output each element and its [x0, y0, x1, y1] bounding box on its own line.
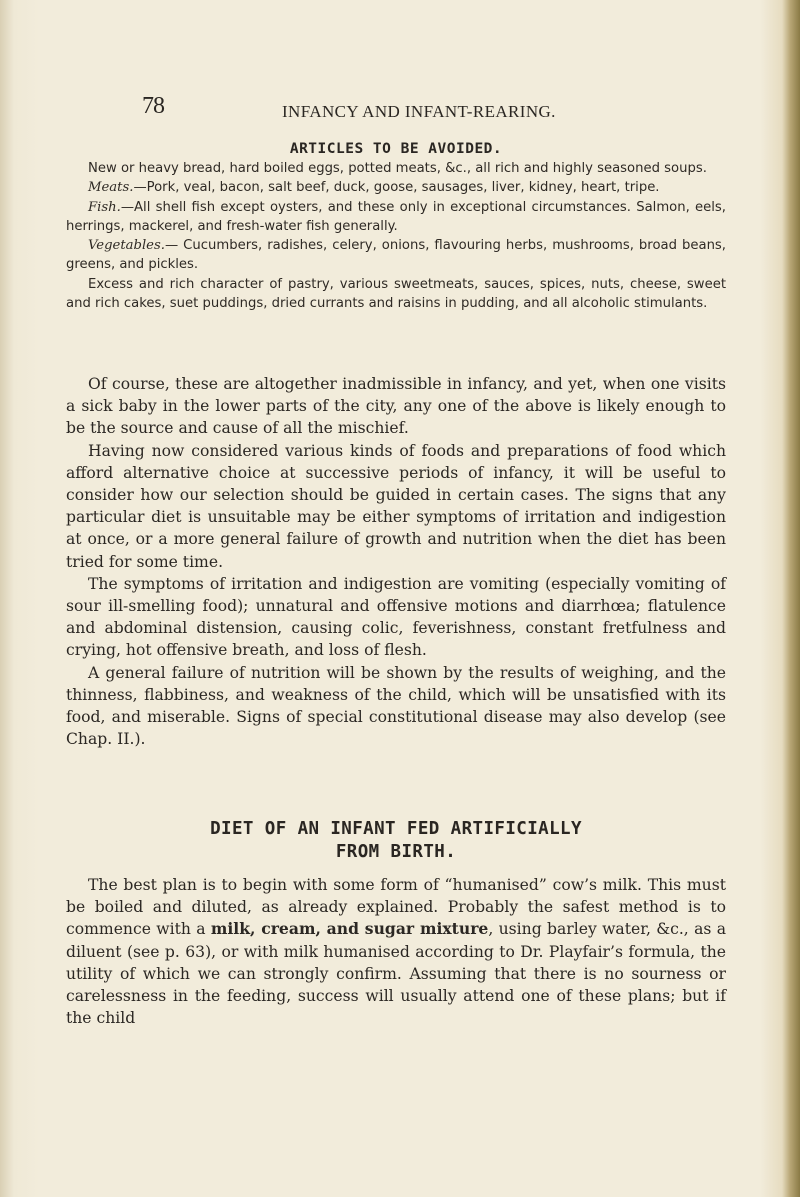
- item-label: Fish.: [88, 199, 121, 215]
- diet-heading-line-2: FROM BIRTH.: [335, 842, 457, 862]
- articles-item-fish: [66, 198, 726, 237]
- item-text: —All shell fish except oysters, and these only in exceptional circumstances. Salmon, eels, herrings, mackerel, and fresh-water fish generally.: [66, 199, 726, 234]
- diet-heading-line-1: DIET OF AN INFANT FED ARTIFICIALLY: [210, 819, 582, 839]
- item-text: — Cucumbers, radishes, celery, onions, flavouring herbs, mushrooms, broad beans, greens, and pickles.: [66, 238, 726, 273]
- item-label: Vegetables.: [88, 238, 165, 254]
- item-label: Meats.: [88, 180, 134, 196]
- diet-paragraph: [66, 874, 726, 1029]
- paragraph: The symptoms of irritation and indigestion are vomiting (especially vomiting of sour ill-smelling food); unnatural and offensive motions and diarrhœa; flatulence and abdominal distension, causing colic, feverishness, constant fretfulness and crying, hot offensive breath, and loss of flesh.: [66, 574, 726, 660]
- articles-item-vegetables: [66, 236, 726, 275]
- diet-bold-phrase: milk, cream, and sugar mixture: [210, 919, 489, 939]
- articles-list: [66, 159, 726, 313]
- paragraph: Having now considered various kinds of foods and preparations of food which afford alternative choice at successive periods of infancy, it will be useful to consider how our selection should be guided in certain cases. The signs that any particular diet is unsuitable may be either symptoms of irritation and indigestion at once, or a more general failure of growth and nutrition when the diet has been tried for some time.: [66, 441, 726, 571]
- page-number: 78: [142, 93, 164, 119]
- paragraph: A general failure of nutrition will be shown by the results of weighing, and the thinness, flabbiness, and weakness of the child, which will be unsatisfied with its food, and miserable. Signs of special constitutional disease may also develop (see Chap. II.).: [66, 663, 726, 749]
- body-text: [66, 373, 726, 750]
- articles-intro: New or heavy bread, hard boiled eggs, potted meats, &c., all rich and highly seasoned soups.: [88, 161, 707, 176]
- paragraph: Of course, these are altogether inadmissible in infancy, and yet, when one visits a sick baby in the lower parts of the city, any one of the above is likely enough to be the source and cause of all the mischief.: [66, 375, 726, 438]
- articles-item-meats: [66, 178, 726, 197]
- diet-para-end: , using barley water, &c., as a diluent (see p. 63), or with milk humanised according to Dr. Playfair’s formula, the utility of which we can strongly confirm. Assuming that there is no sourness or carelessness in the feeding, success will usually attend one of these plans; but if the child: [66, 920, 726, 1028]
- page-header: [120, 93, 680, 133]
- running-title: INFANCY AND INFANT-REARING.: [282, 102, 556, 121]
- articles-excess: Excess and rich character of pastry, various sweetmeats, sauces, spices, nuts, cheese, sweet and rich cakes, suet puddings, dried currants and raisins in pudding, and all alcoholic stimulants.: [66, 276, 726, 312]
- diet-heading: [66, 818, 726, 864]
- diet-text: [66, 874, 726, 1029]
- diet-para-start: The best plan is to begin with some form of “humanised” cow’s milk. This must be boiled and diluted, as already explained. Probably the safest method is to commence with a: [66, 876, 726, 939]
- item-text: —Pork, veal, bacon, salt beef, duck, goose, sausages, liver, kidney, heart, tripe.: [133, 180, 660, 196]
- articles-heading: ARTICLES TO BE AVOIDED.: [289, 141, 503, 157]
